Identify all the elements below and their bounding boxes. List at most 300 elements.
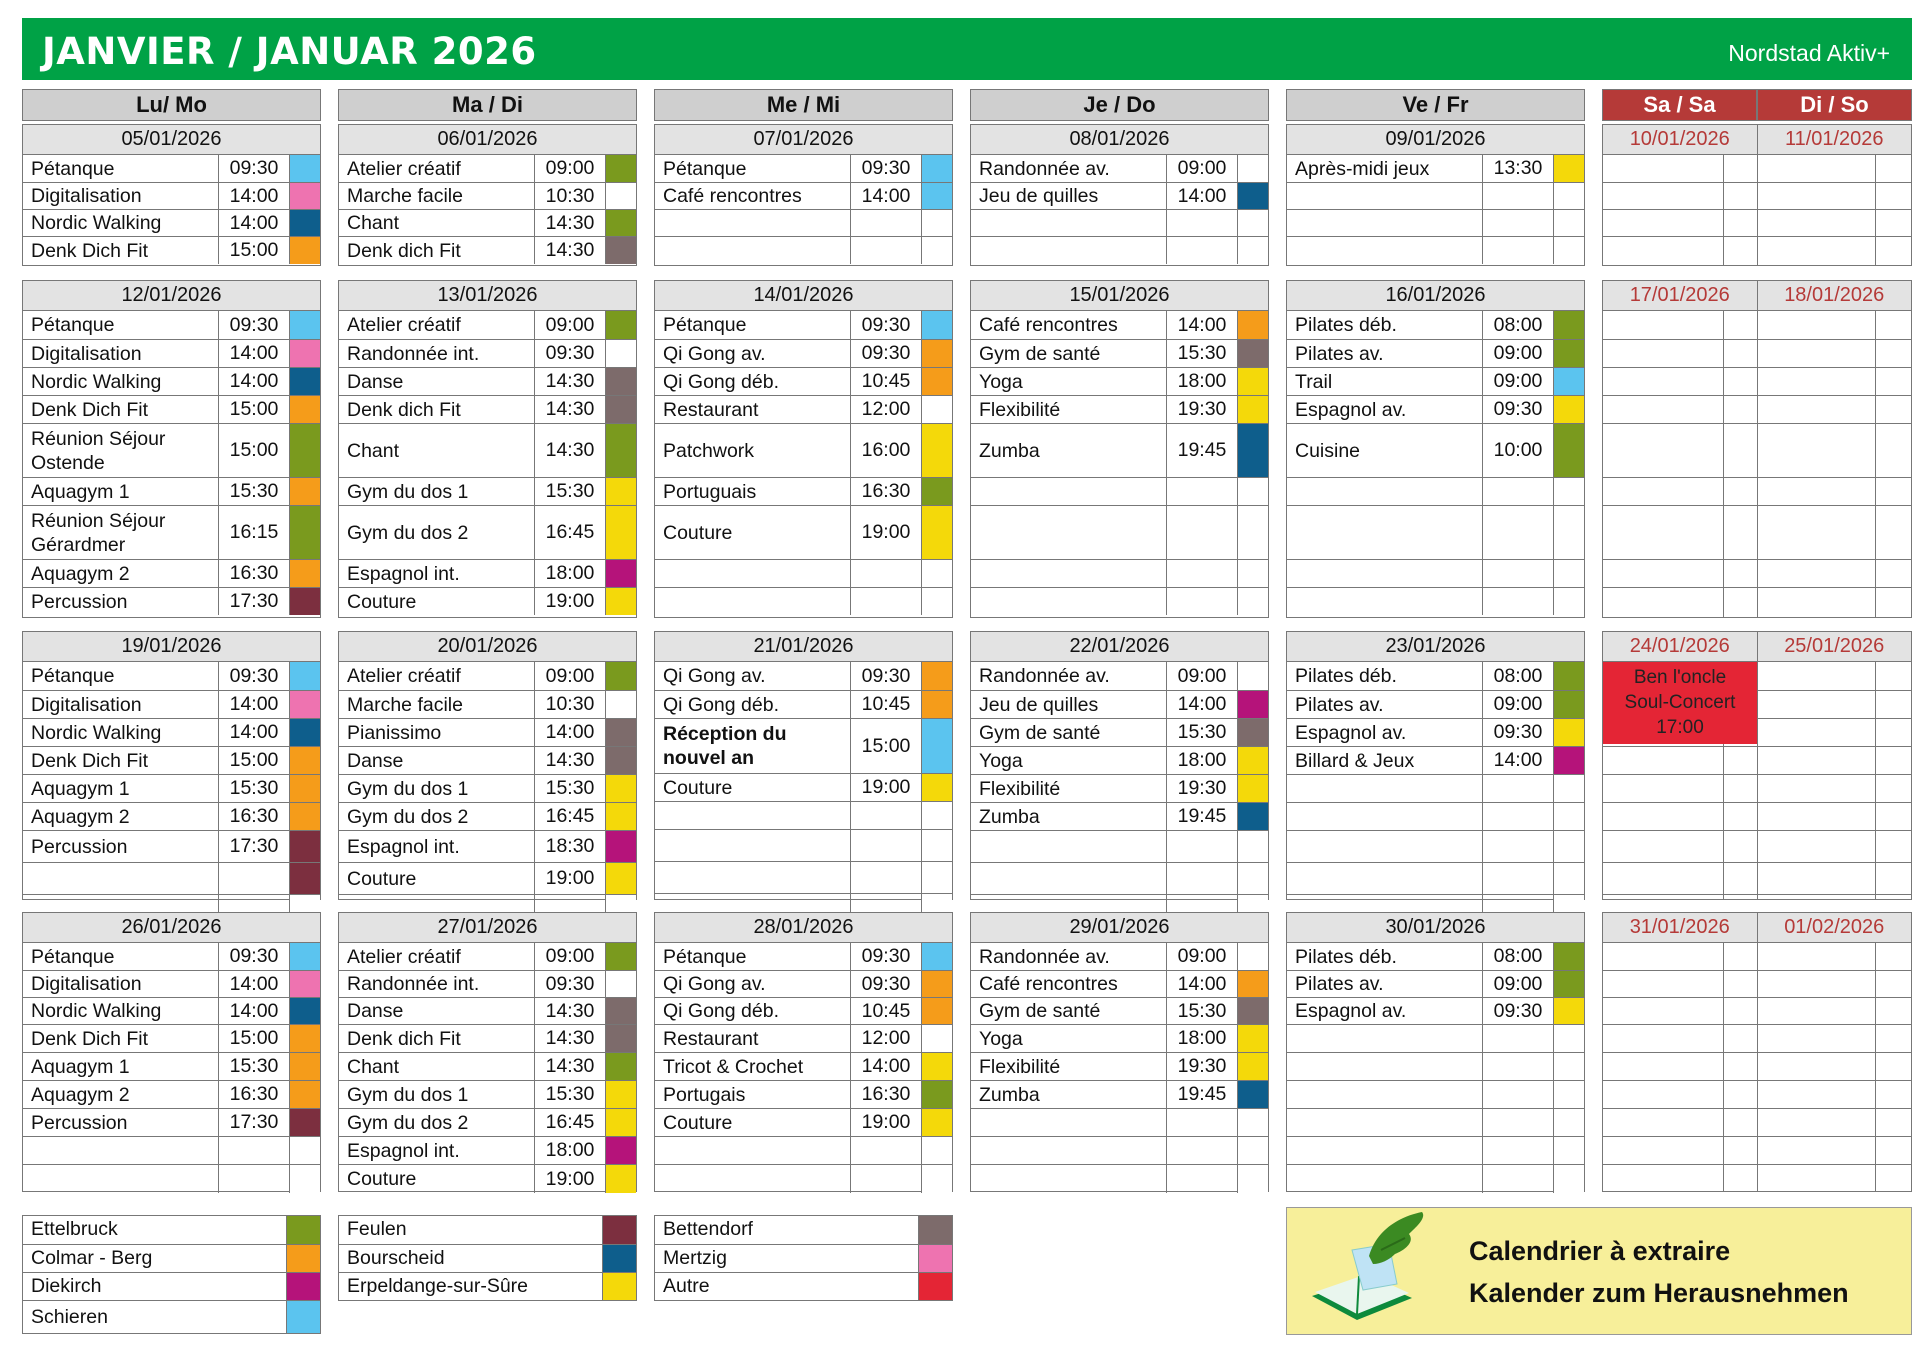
event-row [23,477,320,505]
event-time [1483,1025,1554,1052]
event-row [655,1080,952,1108]
event-row [339,802,636,830]
event-row [971,1080,1268,1108]
event-name [655,830,851,861]
location-color-swatch [606,424,636,477]
event-row [1287,367,1584,395]
event-name: Réception du nouvel an [655,719,851,773]
event-time [851,588,922,615]
legend-item [23,1216,320,1244]
location-color-swatch [1554,775,1584,802]
dayhead-sunday: Di / So [1757,89,1912,121]
event-name: Réunion Séjour Ostende [23,424,219,477]
event-name [655,210,851,236]
location-color-swatch [1238,831,1268,862]
location-color-swatch [1238,1081,1268,1108]
event-name: Pilates déb. [1287,662,1483,690]
event-time: 09:00 [1483,340,1554,367]
location-color-swatch [922,424,952,477]
location-color-swatch [1554,506,1584,559]
location-color-swatch [1554,998,1584,1024]
weekend-dates [1602,124,1912,155]
location-color-swatch [1238,863,1268,894]
location-color-swatch [290,691,320,718]
day-block [970,124,1269,266]
event-row [1287,339,1584,367]
location-color-swatch [290,662,320,690]
event-list [338,311,637,618]
event-list [22,662,321,900]
location-color-swatch [1554,719,1584,746]
location-color-swatch [290,1025,320,1052]
legend-swatch [603,1245,636,1272]
day-block [1286,631,1585,900]
location-color-swatch [290,831,320,862]
event-name: Yoga [971,747,1167,774]
event-name: Gym du dos 2 [339,506,535,559]
event-time: 14:30 [535,1025,606,1052]
event-time [219,863,290,894]
location-color-swatch [1554,424,1584,477]
location-color-swatch [922,368,952,395]
location-color-swatch [922,691,952,718]
location-color-swatch [606,183,636,209]
event-row [655,718,952,773]
event-name [971,237,1167,264]
event-time: 14:30 [535,396,606,423]
event-name: Zumba [971,424,1167,477]
day-date: 19/01/2026 [22,631,321,662]
event-time: 09:30 [851,943,922,970]
event-name: Yoga [971,368,1167,395]
location-color-swatch [1238,998,1268,1024]
location-color-swatch [290,311,320,339]
event-name: Gym de santé [971,719,1167,746]
location-color-swatch [290,560,320,587]
event-name [1287,1081,1483,1108]
event-row [971,718,1268,746]
event-time: 19:45 [1167,1081,1238,1108]
event-row [655,209,952,236]
day-block [1286,912,1585,1192]
event-row [655,559,952,587]
event-name: Nordic Walking [23,719,219,746]
event-name: Danse [339,368,535,395]
event-time: 15:30 [1167,340,1238,367]
location-color-swatch [1554,560,1584,587]
location-color-swatch [1238,210,1268,236]
event-row [339,182,636,209]
event-row [339,367,636,395]
day-date: 21/01/2026 [654,631,953,662]
day-block [970,631,1269,900]
event-name: Après-midi jeux [1287,155,1483,182]
event-name: Gym de santé [971,998,1167,1024]
event-name: Jeu de quilles [971,183,1167,209]
event-name: Pilates av. [1287,691,1483,718]
event-time: 10:00 [1483,424,1554,477]
event-row [655,773,952,801]
event-row [23,662,320,690]
event-time: 09:30 [851,340,922,367]
event-time [851,830,922,861]
location-color-swatch [1554,478,1584,505]
event-time: 17:30 [219,831,290,862]
day-block [22,124,321,266]
event-name: Aquagym 1 [23,1053,219,1080]
day-date: 06/01/2026 [338,124,637,155]
event-name: Denk Dich Fit [23,1025,219,1052]
event-time: 16:00 [851,424,922,477]
location-color-swatch [1238,183,1268,209]
location-color-swatch [606,506,636,559]
event-name: Couture [339,1165,535,1193]
event-time: 14:00 [851,183,922,209]
location-color-swatch [1238,803,1268,830]
location-color-swatch [922,662,952,690]
event-time: 19:00 [535,588,606,615]
event-time: 10:45 [851,368,922,395]
location-color-swatch [922,774,952,801]
event-time: 15:00 [219,237,290,264]
day-block [22,280,321,618]
day-block [1286,280,1585,618]
event-name [1287,588,1483,615]
event-name [1287,1025,1483,1052]
event-row [971,367,1268,395]
event-name: Espagnol int. [339,1137,535,1164]
callout-line-fr: Calendrier à extraire [1469,1236,1731,1266]
event-time: 08:00 [1483,662,1554,690]
saturday-date: 31/01/2026 [1603,913,1758,942]
event-row [655,182,952,209]
event-row [23,1024,320,1052]
day-date: 27/01/2026 [338,912,637,943]
event-time: 19:00 [851,1109,922,1136]
legend-item [339,1272,636,1300]
event-name: Cuisine [1287,424,1483,477]
sunday-date: 18/01/2026 [1784,284,1885,306]
event-name: Aquagym 2 [23,1081,219,1108]
event-row [23,774,320,802]
legend-swatch [287,1273,320,1300]
legend-item [339,1244,636,1272]
day-block [338,124,637,266]
event-list [1286,943,1585,1192]
event-row [23,311,320,339]
location-color-swatch [606,1081,636,1108]
event-time: 09:30 [219,155,290,182]
weekend-block [1602,124,1912,266]
legend-label: Ettelbruck [23,1216,287,1244]
event-name: Flexibilité [971,775,1167,802]
event-time [851,237,922,264]
event-name: Digitalisation [23,340,219,367]
event-name: Pétanque [23,311,219,339]
event-row [1287,1108,1584,1136]
event-time: 14:00 [1483,747,1554,774]
event-name: Zumba [971,1081,1167,1108]
event-time: 09:00 [1167,662,1238,690]
event-time: 15:30 [219,775,290,802]
event-list [338,943,637,1192]
event-row [971,209,1268,236]
location-color-swatch [922,1137,952,1164]
event-time: 18:30 [535,831,606,862]
day-date: 09/01/2026 [1286,124,1585,155]
event-row [655,1164,952,1193]
event-name: Danse [339,747,535,774]
location-color-swatch [1554,588,1584,615]
location-color-swatch [1238,588,1268,615]
event-row [655,587,952,615]
event-name [23,863,219,894]
location-color-swatch [922,396,952,423]
event-row [339,862,636,894]
event-time [851,1165,922,1193]
location-color-swatch [922,1081,952,1108]
event-time [1167,506,1238,559]
event-time: 16:30 [219,560,290,587]
event-row [339,236,636,264]
event-row [1287,1024,1584,1052]
event-time: 14:30 [535,747,606,774]
event-time: 15:30 [219,1053,290,1080]
event-row [971,690,1268,718]
location-color-swatch [606,775,636,802]
event-name [1287,863,1483,894]
event-time [1167,237,1238,264]
day-block [1286,124,1585,266]
weekend-block [1602,631,1912,900]
event-name: Pilates av. [1287,971,1483,997]
dayhead-monday: Lu/ Mo [22,89,321,121]
location-color-swatch [290,1137,320,1164]
location-color-swatch [606,311,636,339]
weekend-grid [1602,155,1912,266]
event-name: Denk Dich Fit [23,237,219,264]
event-time [851,862,922,893]
location-color-swatch [922,719,952,773]
event-time [1483,775,1554,802]
brand-name: Nordstad Aktiv+ [1728,40,1890,66]
event-list [654,662,953,900]
event-time: 09:30 [851,155,922,182]
event-row [1287,311,1584,339]
location-color-swatch [1238,691,1268,718]
event-name: Marche facile [339,183,535,209]
event-name [655,802,851,829]
location-color-swatch [606,340,636,367]
event-name: Portuguais [655,478,851,505]
event-list [1286,311,1585,618]
event-list [970,943,1269,1192]
day-date: 20/01/2026 [338,631,637,662]
location-color-swatch [1554,1025,1584,1052]
event-row [655,801,952,829]
event-time: 19:00 [851,774,922,801]
location-color-swatch [1554,183,1584,209]
event-name: Espagnol av. [1287,396,1483,423]
event-name: Qi Gong av. [655,971,851,997]
location-color-swatch [922,1053,952,1080]
event-row [339,943,636,970]
event-row [1287,155,1584,182]
event-row [23,1108,320,1136]
saturday-date: 17/01/2026 [1603,281,1758,310]
location-color-swatch [290,1053,320,1080]
event-name: Restaurant [655,1025,851,1052]
location-color-swatch [290,1081,320,1108]
day-block [338,912,637,1192]
day-date: 23/01/2026 [1286,631,1585,662]
location-color-swatch [922,183,952,209]
concert-event-line: 17:00 [1656,717,1704,738]
event-name [655,862,851,893]
event-row [1287,774,1584,802]
location-color-swatch [606,747,636,774]
event-time [1483,863,1554,894]
event-time [1483,506,1554,559]
event-time: 14:00 [219,368,290,395]
event-row [971,505,1268,559]
event-name: Atelier créatif [339,943,535,970]
event-time: 19:30 [1167,396,1238,423]
weekend-grid [1602,943,1912,1192]
event-time [1483,1109,1554,1136]
event-name [1287,1109,1483,1136]
event-row [1287,1080,1584,1108]
event-time: 19:00 [851,506,922,559]
event-time [851,560,922,587]
event-list [22,943,321,1192]
event-row [971,830,1268,862]
event-name [971,863,1167,894]
event-name: Qi Gong déb. [655,691,851,718]
legend-column-3 [654,1215,953,1301]
day-date: 07/01/2026 [654,124,953,155]
event-row [1287,423,1584,477]
event-row [339,1080,636,1108]
location-color-swatch [290,1165,320,1193]
event-time: 14:30 [535,998,606,1024]
event-name: Denk Dich Fit [23,747,219,774]
callout-line-de: Kalender zum Herausnehmen [1469,1278,1849,1308]
sunday-date: 01/02/2026 [1784,916,1885,938]
location-color-swatch [1554,340,1584,367]
event-time: 19:00 [535,863,606,894]
day-block [654,912,953,1192]
event-time: 14:00 [219,691,290,718]
event-row [655,311,952,339]
location-color-swatch [290,340,320,367]
event-name: Randonnée int. [339,340,535,367]
event-name: Tricot & Crochet [655,1053,851,1080]
event-time [1483,831,1554,862]
sunday-date: 25/01/2026 [1784,635,1885,657]
event-time [219,1165,290,1193]
event-name: Couture [339,863,535,894]
event-name: Aquagym 2 [23,803,219,830]
event-time: 14:30 [535,210,606,236]
event-time: 15:30 [535,478,606,505]
event-name: Qi Gong déb. [655,998,851,1024]
location-color-swatch [606,368,636,395]
event-name: Flexibilité [971,396,1167,423]
event-time [1483,478,1554,505]
location-color-swatch [290,506,320,559]
event-time: 16:30 [851,478,922,505]
event-row [971,1052,1268,1080]
dayhead-tuesday: Ma / Di [338,89,637,121]
event-row [23,155,320,182]
location-color-swatch [1238,971,1268,997]
event-time: 09:00 [535,155,606,182]
event-row [23,718,320,746]
event-row [339,1108,636,1136]
event-row [1287,182,1584,209]
event-row [1287,662,1584,690]
event-row [1287,209,1584,236]
event-row [339,587,636,615]
event-name: Digitalisation [23,691,219,718]
location-color-swatch [606,1025,636,1052]
event-name: Pétanque [655,311,851,339]
event-row [339,559,636,587]
location-color-swatch [1238,311,1268,339]
event-row [339,505,636,559]
event-name: Atelier créatif [339,155,535,182]
callout-text [1469,1230,1849,1314]
location-color-swatch [1554,210,1584,236]
event-time [1167,1137,1238,1164]
event-name [23,1137,219,1164]
event-name: Percussion [23,831,219,862]
event-row [971,662,1268,690]
event-time: 09:00 [535,311,606,339]
event-name: Gym du dos 1 [339,775,535,802]
event-name: Marche facile [339,691,535,718]
event-row [1287,236,1584,264]
event-row [1287,505,1584,559]
event-name: Percussion [23,588,219,615]
event-row [971,1108,1268,1136]
event-time [1483,237,1554,264]
event-time: 14:00 [219,210,290,236]
event-name [655,237,851,264]
event-name [971,506,1167,559]
event-name: Denk dich Fit [339,396,535,423]
event-time: 14:00 [1167,971,1238,997]
event-time [851,802,922,829]
location-color-swatch [1238,1025,1268,1052]
event-name: Randonnée av. [971,155,1167,182]
saturday-date: 10/01/2026 [1603,125,1758,154]
location-color-swatch [290,971,320,997]
legend-swatch [603,1216,636,1244]
event-name: Denk Dich Fit [23,396,219,423]
event-time: 09:30 [219,943,290,970]
event-row [23,1080,320,1108]
legend-column-1 [22,1215,321,1334]
event-time: 09:30 [1483,396,1554,423]
event-row [655,339,952,367]
event-name: Couture [655,774,851,801]
day-block [22,631,321,900]
event-time [1167,560,1238,587]
event-time: 09:30 [1483,998,1554,1024]
event-row [971,311,1268,339]
